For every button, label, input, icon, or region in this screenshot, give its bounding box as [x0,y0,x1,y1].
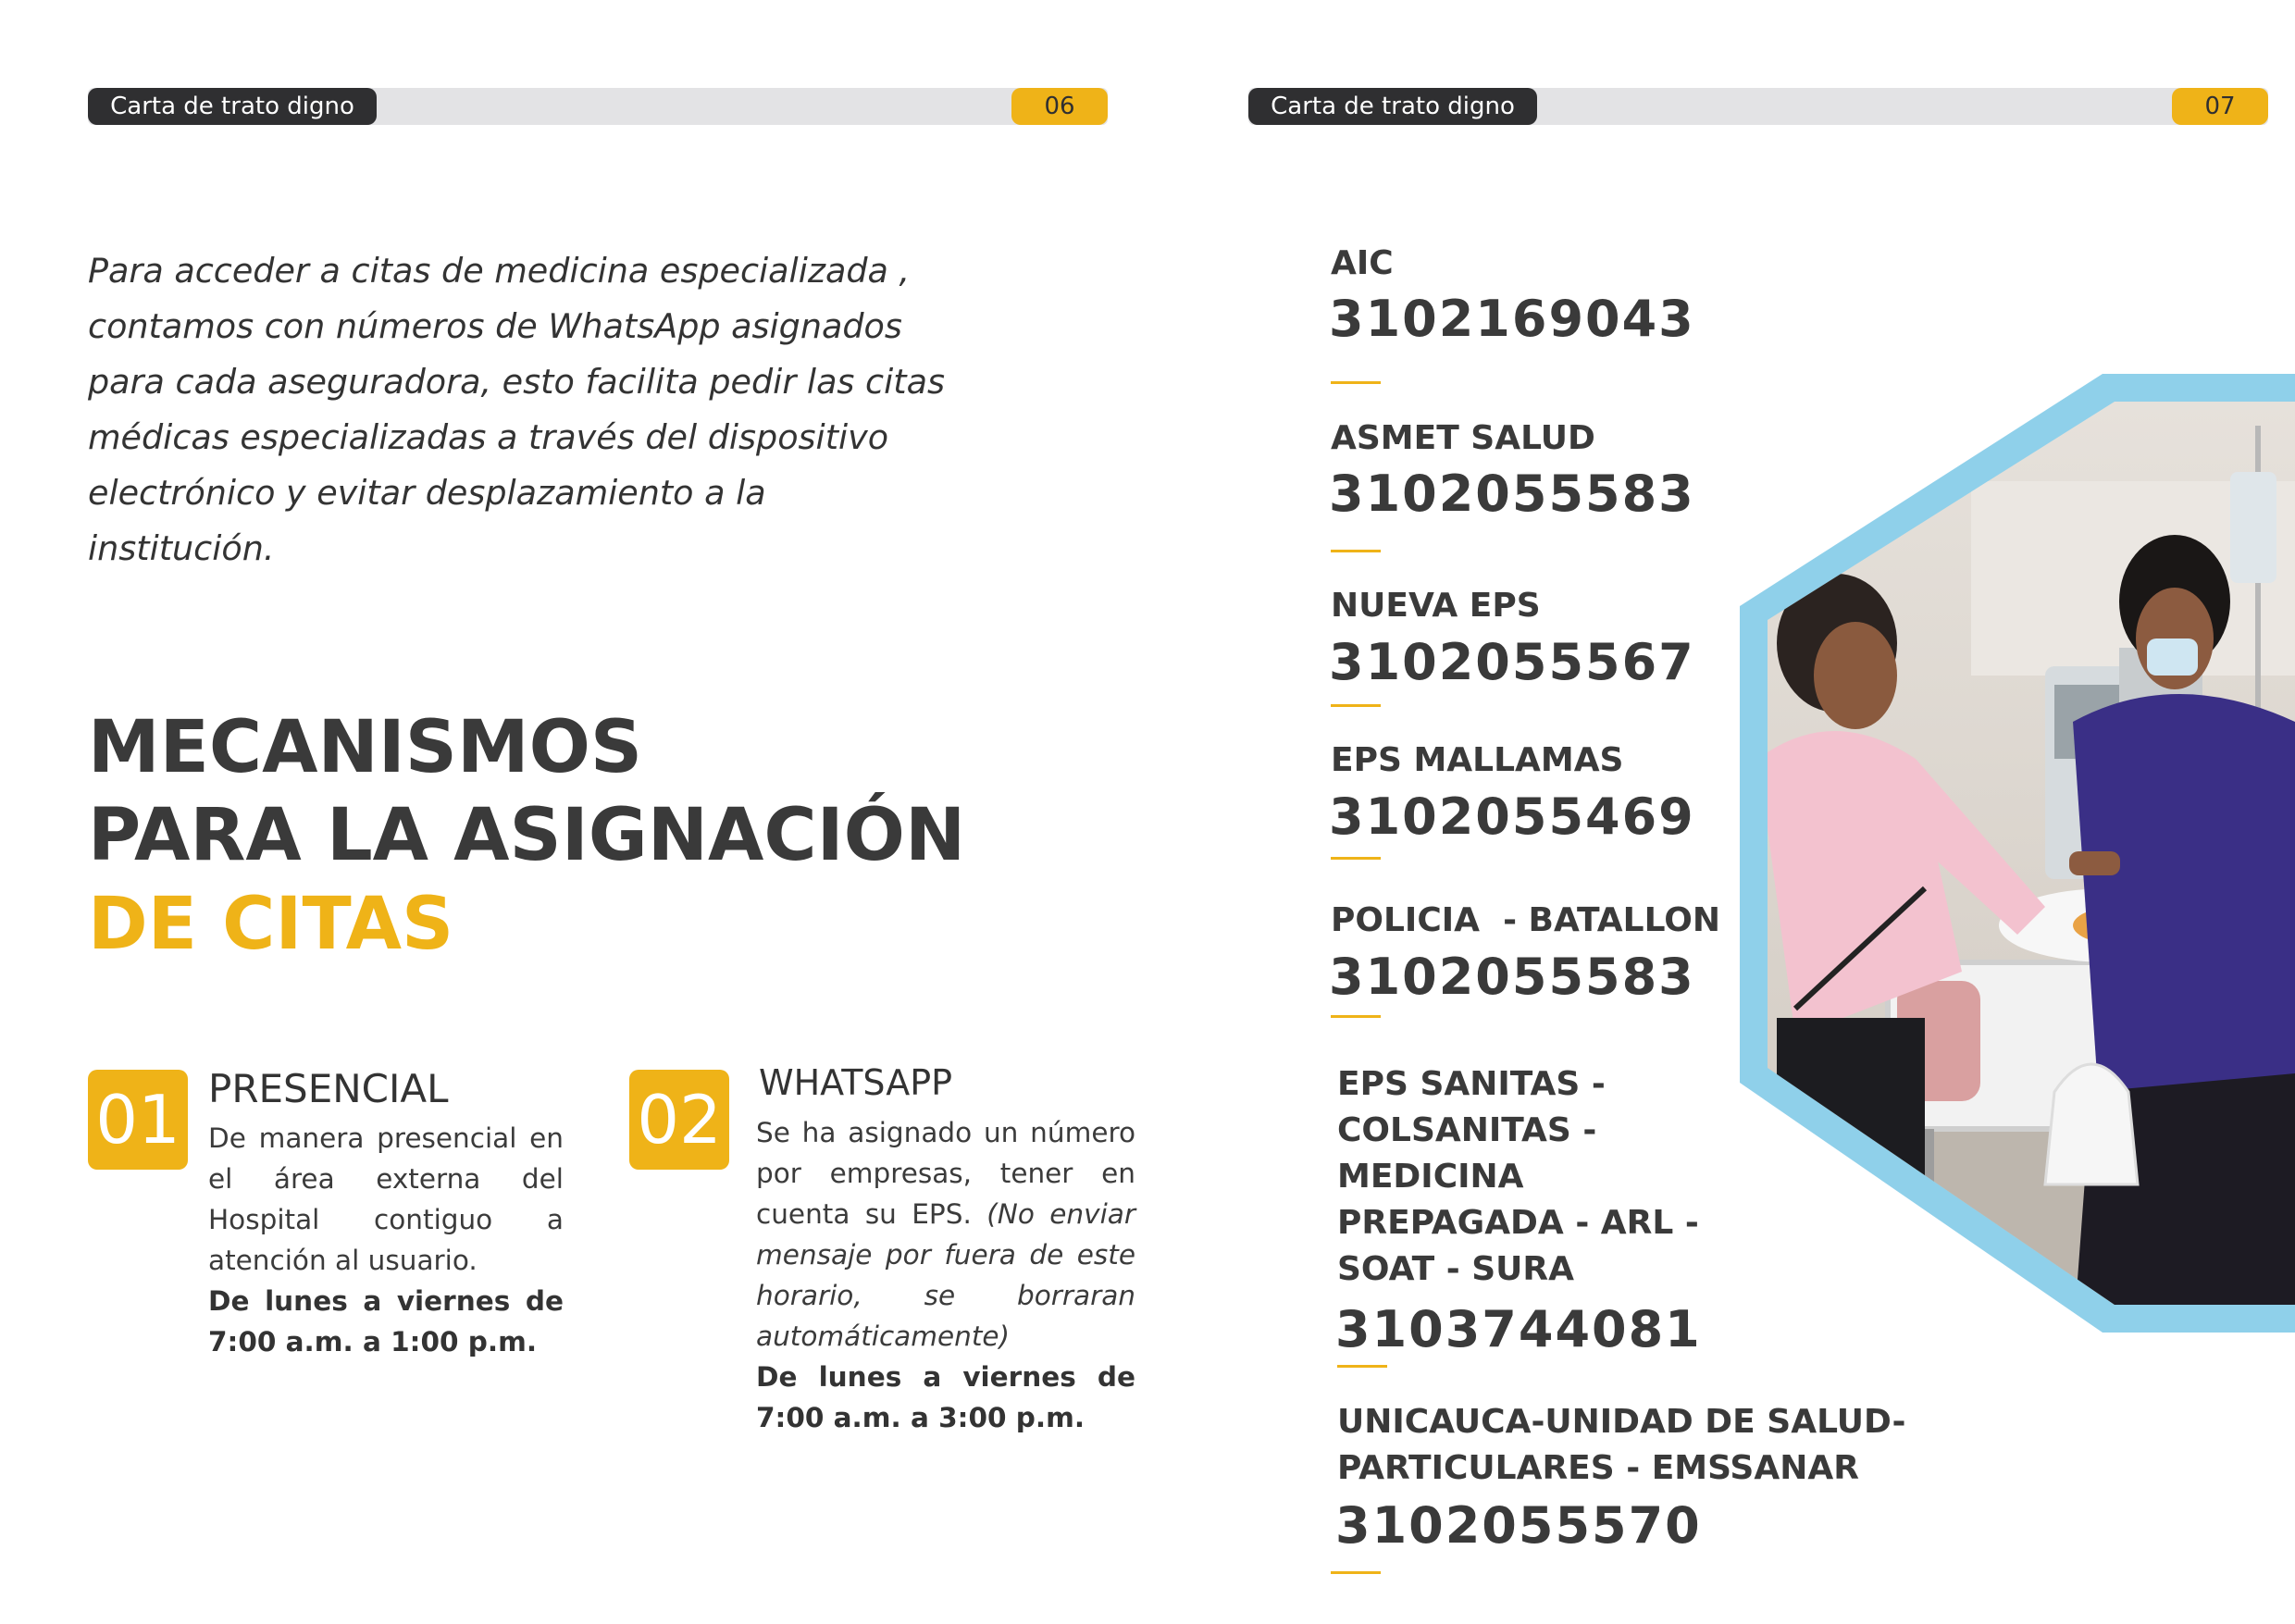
insurer-name: UNICAUCA-UNIDAD DE SALUD- [1337,1403,1906,1441]
insurer-name: PARTICULARES - EMSSANAR [1337,1449,1859,1487]
divider [1331,704,1381,707]
divider [1331,550,1381,552]
insurer-phone: 3102055469 [1329,787,1695,846]
mechanism-title: WHATSAPP [759,1062,953,1103]
divider [1331,1571,1381,1574]
insurer-name: AIC [1331,244,1394,282]
title-line-1: MECANISMOS [88,706,643,789]
insurer-name: POLICIA - BATALLON [1331,901,1720,939]
mechanism-body: De manera presencial en el área externa del Hospital contiguo a atención al usuario. [208,1122,564,1276]
insurer-name: NUEVA EPS [1331,587,1541,625]
insurer-name-block [1337,1061,1699,1293]
title-line-2: PARA LA ASIGNACIÓN [88,794,966,877]
divider [1331,1015,1381,1018]
divider [1331,857,1381,860]
page-number-left: 06 [1011,88,1108,125]
insurer-name: COLSANITAS - [1337,1111,1597,1149]
insurer-name-block [1337,1399,1905,1492]
insurer-phone: 3103744081 [1335,1300,1702,1358]
insurer-phone: 3102055567 [1329,633,1695,691]
insurer-name: PREPAGADA - ARL - [1337,1204,1699,1242]
title-line-3: DE CITAS [88,883,454,966]
mechanism-schedule: De lunes a viernes de 7:00 a.m. a 3:00 p.m. [756,1361,1135,1433]
divider [1331,381,1381,384]
mechanism-body: Se ha asignado un número por empresas, tener en cuenta su EPS. [756,1117,1135,1230]
mechanism-body-group [756,1112,1135,1357]
insurer-name: EPS SANITAS - [1337,1065,1606,1103]
mechanism-number-badge: 01 [88,1070,188,1170]
insurer-phone: 3102169043 [1329,290,1695,348]
mechanism-note: (No enviar mensaje por fuera de este horario, se borraran automáticamente) [756,1198,1135,1352]
insurer-phone: 3102055583 [1329,465,1695,523]
insurer-phone: 3102055583 [1329,948,1695,1006]
mechanism-description [756,1112,1135,1438]
hospital-photo-frame [1740,370,2295,1342]
mechanism-description [208,1118,564,1362]
mechanism-title: PRESENCIAL [208,1066,449,1111]
mechanism-schedule: De lunes a viernes de 7:00 a.m. a 1:00 p.m. [208,1285,564,1357]
insurer-phone: 3102055570 [1335,1496,1702,1555]
insurer-name: MEDICINA [1337,1158,1524,1196]
mechanism-number-badge: 02 [629,1070,729,1170]
insurer-name: EPS MALLAMAS [1331,741,1624,779]
insurer-name: ASMET SALUD [1331,419,1595,457]
insurer-name: SOAT - SURA [1337,1250,1574,1288]
divider [1337,1365,1387,1368]
page-number-right: 07 [2172,88,2268,125]
header-label-left: Carta de trato digno [88,88,377,125]
header-label-right: Carta de trato digno [1248,88,1537,125]
hospital-scene [1740,370,2295,1342]
intro-paragraph: Para acceder a citas de medicina especializada , contamos con números de WhatsApp asignados para cada aseguradora, esto facilita pedir las citas médicas especializadas a través del dispositivo electrónico y evitar desplazamiento a la institución. [88,251,945,568]
